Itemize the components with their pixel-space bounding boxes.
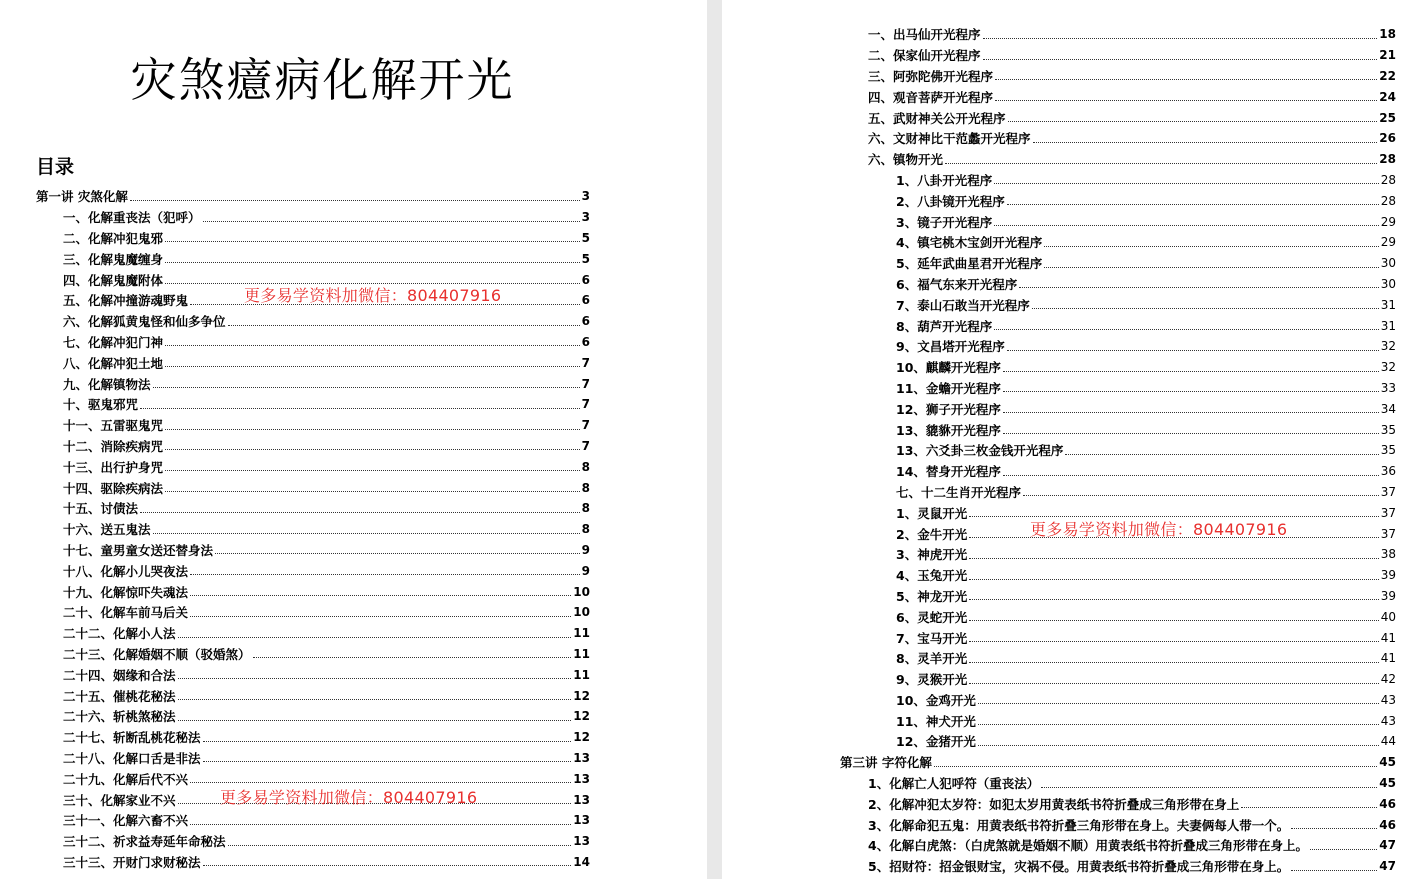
toc-entry[interactable] — [0, 560, 590, 581]
toc-entry[interactable] — [0, 581, 590, 602]
toc-entry-title: 四、观音菩萨开光程序 — [868, 89, 994, 105]
toc-entry-title: 九、化解镇物法 — [63, 376, 151, 392]
toc-entry[interactable] — [722, 648, 1396, 669]
toc-dot-leader — [130, 200, 580, 201]
toc-entry[interactable] — [722, 315, 1396, 336]
toc-entry-title: 3、化解命犯五鬼：用黄表纸书符折叠三角形带在身上。夫妻俩每人带一个。 — [868, 817, 1290, 833]
toc-entry-page: 9 — [581, 563, 590, 578]
toc-entry[interactable] — [722, 773, 1396, 794]
toc-entry-page: 35 — [1380, 443, 1396, 458]
toc-entry[interactable] — [722, 398, 1396, 419]
toc-entry[interactable] — [722, 461, 1396, 482]
toc-entry[interactable] — [722, 86, 1396, 107]
toc-entry-title: 三、阿弥陀佛开光程序 — [868, 68, 994, 84]
toc-entry-title: 5、延年武曲星君开光程序 — [896, 256, 1043, 272]
toc-entry[interactable] — [722, 482, 1396, 503]
toc-entry-title: 8、灵羊开光 — [896, 651, 968, 667]
toc-entry-page: 43 — [1380, 713, 1396, 728]
toc-dot-leader — [165, 241, 580, 242]
toc-entry[interactable] — [722, 440, 1396, 461]
toc-entry-title: 二十三、化解婚姻不顺（驳婚煞） — [63, 646, 251, 662]
toc-entry-page: 9 — [581, 542, 590, 557]
toc-entry-title: 五、化解冲撞游魂野鬼 — [63, 293, 189, 309]
toc-entry-title: 13、六爻卦三枚金钱开光程序 — [896, 443, 1064, 459]
toc-heading: 目录 — [36, 156, 75, 178]
toc-dot-leader — [978, 724, 1379, 725]
toc-dot-leader — [165, 449, 580, 450]
toc-entry-page: 39 — [1380, 588, 1396, 603]
toc-entry-title: 10、麒麟开光程序 — [896, 360, 1001, 376]
toc-entry-title: 11、神犬开光 — [896, 713, 976, 729]
toc-entry-title: 13、貔貅开光程序 — [896, 422, 1001, 438]
toc-entry-page: 26 — [1379, 131, 1396, 146]
toc-dot-leader — [228, 325, 580, 326]
toc-entry-title: 三十、化解家业不兴 — [63, 792, 176, 808]
toc-entry-page: 43 — [1380, 692, 1396, 707]
toc-entry-title: 十七、童男童女送还替身法 — [63, 542, 214, 558]
toc-entry[interactable] — [722, 856, 1396, 877]
toc-entry-page: 12 — [573, 730, 590, 745]
toc-entry-page: 47 — [1379, 859, 1396, 874]
toc-entry[interactable] — [0, 311, 590, 332]
toc-entry-title: 4、镇宅桃木宝剑开光程序 — [896, 235, 1043, 251]
toc-dot-leader — [978, 745, 1379, 746]
toc-entry-title: 十八、化解小儿哭夜法 — [63, 563, 189, 579]
toc-entry-page: 3 — [581, 189, 590, 204]
toc-dot-leader — [1033, 142, 1378, 143]
toc-entry-page: 46 — [1379, 796, 1396, 811]
toc-dot-leader — [178, 678, 572, 679]
toc-dot-leader — [945, 163, 1377, 164]
toc-dot-leader — [969, 662, 1379, 663]
toc-entry-title: 六、镇物开光 — [868, 152, 944, 168]
toc-entry-title: 9、灵猴开光 — [896, 672, 968, 688]
toc-entry[interactable] — [722, 253, 1396, 274]
toc-entry-page: 35 — [1380, 422, 1396, 437]
toc-entry-page: 13 — [573, 792, 590, 807]
toc-entry-page: 22 — [1379, 68, 1396, 83]
toc-entry[interactable] — [722, 211, 1396, 232]
toc-entry[interactable] — [0, 207, 590, 228]
toc-entry[interactable] — [0, 248, 590, 269]
toc-entry-page: 41 — [1380, 630, 1396, 645]
toc-entry-page: 46 — [1379, 817, 1396, 832]
toc-entry-title: 四、化解鬼魔附体 — [63, 272, 164, 288]
toc-entry-page: 3 — [581, 210, 590, 225]
toc-entry-title: 六、文财神比干范蠡开光程序 — [868, 131, 1031, 147]
watermark: 更多易学资料加微信：804407916 — [220, 788, 478, 807]
document-page-left — [0, 0, 707, 879]
toc-entry-title: 二、保家仙开光程序 — [868, 48, 981, 64]
toc-entry-title: 1、化解亡人犯呼符（重丧法） — [868, 776, 1040, 792]
toc-dot-leader — [165, 262, 580, 263]
toc-dot-leader — [969, 641, 1379, 642]
toc-entry-page: 12 — [573, 688, 590, 703]
toc-entry-page: 39 — [1380, 568, 1396, 583]
toc-entry[interactable] — [722, 45, 1396, 66]
toc-entry-page: 31 — [1380, 318, 1396, 333]
toc-entry-title: 14、替身开光程序 — [896, 464, 1001, 480]
toc-entry-page: 24 — [1379, 89, 1396, 104]
toc-dot-leader — [190, 595, 571, 596]
toc-entry-page: 13 — [573, 771, 590, 786]
toc-entry-page: 8 — [581, 522, 590, 537]
toc-dot-leader — [190, 824, 571, 825]
toc-entry-title: 二十二、化解小人法 — [63, 626, 176, 642]
toc-entry-page: 8 — [581, 459, 590, 474]
toc-entry-title: 二十四、姻缘和合法 — [63, 667, 176, 683]
toc-dot-leader — [165, 470, 580, 471]
toc-entry[interactable] — [722, 66, 1396, 87]
toc-entry[interactable] — [722, 357, 1396, 378]
toc-dot-leader — [165, 429, 580, 430]
toc-entry[interactable] — [722, 793, 1396, 814]
toc-list-right — [722, 24, 1396, 877]
toc-dot-leader — [1041, 787, 1377, 788]
toc-dot-leader — [203, 761, 572, 762]
toc-entry-title: 4、化解白虎煞：（白虎煞就是婚姻不顺）用黄表纸书符折叠成三角形带在身上。 — [868, 838, 1308, 854]
toc-entry-title: 2、金牛开光 — [896, 526, 968, 542]
toc-entry-title: 3、神虎开光 — [896, 547, 968, 563]
toc-entry-title: 1、八卦开光程序 — [896, 172, 993, 188]
toc-entry-page: 37 — [1380, 526, 1396, 541]
toc-entry[interactable] — [0, 664, 590, 685]
toc-entry[interactable] — [0, 352, 590, 373]
toc-dot-leader — [253, 657, 572, 658]
toc-entry-title: 二十六、斩桃煞秘法 — [63, 709, 176, 725]
toc-dot-leader — [1007, 204, 1379, 205]
toc-entry-title: 第三讲 字符化解 — [840, 755, 932, 771]
toc-entry[interactable] — [722, 814, 1396, 835]
toc-dot-leader — [165, 366, 580, 367]
toc-entry-page: 7 — [581, 355, 590, 370]
toc-entry-title: 9、文昌塔开光程序 — [896, 339, 1005, 355]
toc-entry-title: 3、镜子开光程序 — [896, 214, 993, 230]
toc-entry[interactable] — [0, 540, 590, 561]
toc-entry[interactable] — [722, 107, 1396, 128]
toc-entry[interactable] — [722, 690, 1396, 711]
toc-dot-leader — [994, 183, 1379, 184]
toc-entry[interactable] — [722, 149, 1396, 170]
toc-entry[interactable] — [0, 332, 590, 353]
toc-entry-title: 七、化解冲犯门神 — [63, 334, 164, 350]
toc-dot-leader — [1007, 350, 1379, 351]
toc-entry[interactable] — [0, 394, 590, 415]
watermark: 更多易学资料加微信：804407916 — [1030, 520, 1288, 539]
toc-dot-leader — [1032, 308, 1379, 309]
toc-entry-page: 7 — [581, 438, 590, 453]
toc-dot-leader — [140, 408, 580, 409]
toc-dot-leader — [1003, 475, 1379, 476]
toc-entry-title: 三、化解鬼魔缠身 — [63, 251, 164, 267]
toc-entry[interactable] — [0, 186, 590, 207]
toc-entry-title: 一、化解重丧法（犯呼） — [63, 210, 201, 226]
toc-entry[interactable] — [722, 586, 1396, 607]
toc-entry[interactable] — [0, 852, 590, 873]
toc-dot-leader — [178, 699, 572, 700]
toc-entry-page: 11 — [573, 626, 590, 641]
toc-entry-title: 二、化解冲犯鬼邪 — [63, 230, 164, 246]
toc-entry-title: 十六、送五鬼法 — [63, 522, 151, 538]
toc-entry-title: 二十八、化解口舌是非法 — [63, 750, 201, 766]
toc-entry[interactable] — [722, 419, 1396, 440]
toc-entry-page: 34 — [1380, 401, 1396, 416]
toc-dot-leader — [969, 579, 1379, 580]
toc-entry-page: 32 — [1380, 360, 1396, 375]
toc-entry-page: 12 — [573, 709, 590, 724]
toc-entry-title: 11、金蟾开光程序 — [896, 380, 1001, 396]
toc-entry-title: 十二、消除疾病咒 — [63, 438, 164, 454]
toc-entry[interactable] — [722, 731, 1396, 752]
toc-entry-page: 7 — [581, 397, 590, 412]
toc-entry[interactable] — [722, 170, 1396, 191]
toc-entry-page: 33 — [1380, 380, 1396, 395]
toc-entry-title: 六、化解狐黄鬼怪和仙多争位 — [63, 314, 226, 330]
toc-entry-title: 7、泰山石敢当开光程序 — [896, 297, 1030, 313]
toc-dot-leader — [978, 703, 1379, 704]
toc-entry-title: 10、金鸡开光 — [896, 692, 976, 708]
toc-entry-page: 37 — [1380, 505, 1396, 520]
toc-entry-page: 10 — [573, 584, 590, 599]
toc-dot-leader — [1003, 371, 1379, 372]
toc-entry-title: 2、八卦镜开光程序 — [896, 193, 1005, 209]
toc-dot-leader — [215, 553, 580, 554]
toc-dot-leader — [1291, 828, 1377, 829]
toc-entry-title: 5、招财符：招金银财宝，灾祸不侵。用黄表纸书符折叠成三角形带在身上。 — [868, 859, 1290, 875]
toc-entry-title: 三十二、祈求益寿延年命秘法 — [63, 834, 226, 850]
toc-entry[interactable] — [722, 24, 1396, 45]
toc-entry-page: 28 — [1379, 152, 1396, 167]
watermark: 更多易学资料加微信：804407916 — [244, 286, 502, 305]
toc-entry-title: 十、驱鬼邪咒 — [63, 397, 139, 413]
toc-entry-title: 一、出马仙开光程序 — [868, 27, 981, 43]
toc-entry[interactable] — [722, 274, 1396, 295]
toc-entry[interactable] — [722, 190, 1396, 211]
toc-dot-leader — [165, 345, 580, 346]
toc-entry-page: 8 — [581, 501, 590, 516]
toc-entry-title: 五、武财神关公开光程序 — [868, 110, 1006, 126]
toc-entry-title: 6、灵蛇开光 — [896, 609, 968, 625]
toc-dot-leader — [1003, 433, 1379, 434]
toc-dot-leader — [153, 533, 580, 534]
toc-entry-title: 1、灵鼠开光 — [896, 505, 968, 521]
document-page-right — [722, 0, 1422, 879]
toc-entry-page: 13 — [573, 813, 590, 828]
toc-entry-page: 30 — [1380, 256, 1396, 271]
toc-entry-page: 45 — [1379, 755, 1396, 770]
toc-entry-page: 8 — [581, 480, 590, 495]
toc-entry-page: 40 — [1380, 609, 1396, 624]
toc-entry-page: 5 — [581, 251, 590, 266]
toc-entry[interactable] — [0, 477, 590, 498]
toc-dot-leader — [994, 329, 1379, 330]
toc-dot-leader — [983, 38, 1378, 39]
toc-dot-leader — [1310, 849, 1377, 850]
toc-entry-title: 5、神龙开光 — [896, 588, 968, 604]
toc-dot-leader — [1241, 807, 1377, 808]
toc-dot-leader — [969, 620, 1379, 621]
toc-entry-page: 47 — [1379, 838, 1396, 853]
toc-entry-page: 11 — [573, 667, 590, 682]
toc-dot-leader — [1019, 287, 1379, 288]
toc-entry-page: 13 — [573, 750, 590, 765]
toc-entry[interactable] — [722, 544, 1396, 565]
toc-dot-leader — [178, 720, 572, 721]
toc-dot-leader — [995, 79, 1377, 80]
toc-entry[interactable] — [722, 710, 1396, 731]
toc-entry-title: 12、狮子开光程序 — [896, 401, 1001, 417]
toc-entry-title: 二十九、化解后代不兴 — [63, 771, 189, 787]
toc-dot-leader — [969, 599, 1379, 600]
toc-dot-leader — [1003, 412, 1379, 413]
toc-entry-page: 11 — [573, 646, 590, 661]
toc-dot-leader — [178, 637, 572, 638]
toc-entry-title: 二十五、催桃花秘法 — [63, 688, 176, 704]
toc-entry[interactable] — [0, 498, 590, 519]
toc-dot-leader — [153, 387, 580, 388]
toc-entry-page: 42 — [1380, 672, 1396, 687]
toc-dot-leader — [228, 845, 572, 846]
toc-entry[interactable] — [722, 565, 1396, 586]
toc-entry[interactable] — [722, 128, 1396, 149]
toc-entry-page: 28 — [1380, 193, 1396, 208]
toc-entry[interactable] — [0, 706, 590, 727]
toc-entry-page: 41 — [1380, 651, 1396, 666]
toc-entry-page: 6 — [581, 293, 590, 308]
page-gap — [707, 0, 722, 879]
toc-entry[interactable] — [0, 727, 590, 748]
toc-dot-leader — [1065, 454, 1378, 455]
toc-entry-page: 7 — [581, 376, 590, 391]
toc-entry[interactable] — [0, 519, 590, 540]
toc-entry-title: 十四、驱除疾病法 — [63, 480, 164, 496]
toc-entry[interactable] — [722, 669, 1396, 690]
toc-entry-page: 14 — [573, 854, 590, 869]
toc-entry[interactable] — [0, 644, 590, 665]
toc-entry[interactable] — [722, 627, 1396, 648]
toc-entry-page: 6 — [581, 334, 590, 349]
toc-entry-title: 4、玉兔开光 — [896, 568, 968, 584]
toc-entry[interactable] — [0, 373, 590, 394]
toc-entry[interactable] — [722, 378, 1396, 399]
toc-entry[interactable] — [0, 685, 590, 706]
toc-dot-leader — [969, 558, 1379, 559]
toc-entry-title: 八、化解冲犯土地 — [63, 355, 164, 371]
toc-entry[interactable] — [0, 415, 590, 436]
toc-dot-leader — [934, 766, 1377, 767]
toc-entry-page: 18 — [1379, 27, 1396, 42]
toc-dot-leader — [1003, 391, 1379, 392]
toc-entry-page: 6 — [581, 314, 590, 329]
toc-entry-title: 十五、讨债法 — [63, 501, 139, 517]
toc-entry-page: 28 — [1380, 172, 1396, 187]
toc-dot-leader — [1291, 870, 1377, 871]
document-title: 灾煞癔病化解开光 — [130, 53, 515, 107]
toc-entry-title: 8、葫芦开光程序 — [896, 318, 993, 334]
toc-entry-page: 25 — [1379, 110, 1396, 125]
toc-entry[interactable] — [0, 748, 590, 769]
toc-dot-leader — [969, 683, 1379, 684]
toc-entry-page: 38 — [1380, 547, 1396, 562]
toc-entry-page: 37 — [1380, 484, 1396, 499]
toc-entry-title: 七、十二生肖开光程序 — [896, 484, 1022, 500]
toc-entry-page: 31 — [1380, 297, 1396, 312]
toc-entry-title: 十九、化解惊吓失魂法 — [63, 584, 189, 600]
toc-dot-leader — [165, 491, 580, 492]
toc-entry[interactable] — [722, 232, 1396, 253]
toc-entry-page: 10 — [573, 605, 590, 620]
toc-entry[interactable] — [0, 831, 590, 852]
toc-entry[interactable] — [722, 752, 1396, 773]
toc-entry[interactable] — [0, 228, 590, 249]
toc-dot-leader — [994, 225, 1379, 226]
toc-dot-leader — [190, 574, 580, 575]
toc-entry-page: 30 — [1380, 276, 1396, 291]
toc-entry[interactable] — [0, 810, 590, 831]
toc-entry-title: 三十三、开财门求财秘法 — [63, 854, 201, 870]
toc-dot-leader — [140, 512, 580, 513]
toc-entry-title: 2、化解冲犯太岁符：如犯太岁用黄表纸书符折叠成三角形带在身上 — [868, 796, 1240, 812]
toc-entry-page: 32 — [1380, 339, 1396, 354]
toc-dot-leader — [1044, 267, 1379, 268]
toc-entry[interactable] — [722, 835, 1396, 856]
toc-entry[interactable] — [722, 294, 1396, 315]
toc-dot-leader — [203, 741, 572, 742]
toc-dot-leader — [1023, 495, 1379, 496]
toc-dot-leader — [203, 221, 580, 222]
toc-entry-title: 二十七、斩断乱桃花秘法 — [63, 730, 201, 746]
toc-dot-leader — [190, 782, 571, 783]
toc-entry-title: 6、福气东来开光程序 — [896, 276, 1018, 292]
toc-entry-page: 13 — [573, 834, 590, 849]
toc-entry[interactable] — [722, 336, 1396, 357]
toc-entry-title: 三十一、化解六畜不兴 — [63, 813, 189, 829]
toc-entry-page: 6 — [581, 272, 590, 287]
toc-entry[interactable] — [0, 602, 590, 623]
toc-entry-page: 44 — [1380, 734, 1396, 749]
toc-entry[interactable] — [0, 623, 590, 644]
toc-entry[interactable] — [0, 436, 590, 457]
toc-dot-leader — [983, 59, 1378, 60]
toc-entry[interactable] — [0, 456, 590, 477]
toc-dot-leader — [203, 865, 572, 866]
toc-entry-page: 7 — [581, 418, 590, 433]
toc-entry-title: 十一、五雷驱鬼咒 — [63, 418, 164, 434]
toc-dot-leader — [1044, 246, 1379, 247]
toc-entry-title: 第一讲 灾煞化解 — [36, 189, 128, 205]
toc-entry-title: 二十、化解车前马后关 — [63, 605, 189, 621]
toc-entry-title: 12、金猪开光 — [896, 734, 976, 750]
toc-dot-leader — [190, 616, 571, 617]
toc-entry-page: 45 — [1379, 776, 1396, 791]
toc-entry-page: 36 — [1380, 464, 1396, 479]
toc-entry-title: 十三、出行护身咒 — [63, 459, 164, 475]
toc-entry-page: 29 — [1380, 214, 1396, 229]
toc-entry-page: 29 — [1380, 235, 1396, 250]
toc-entry-page: 5 — [581, 230, 590, 245]
toc-entry-page: 21 — [1379, 48, 1396, 63]
toc-entry[interactable] — [722, 606, 1396, 627]
toc-dot-leader — [995, 100, 1377, 101]
toc-dot-leader — [1008, 121, 1378, 122]
toc-entry-title: 7、宝马开光 — [896, 630, 968, 646]
